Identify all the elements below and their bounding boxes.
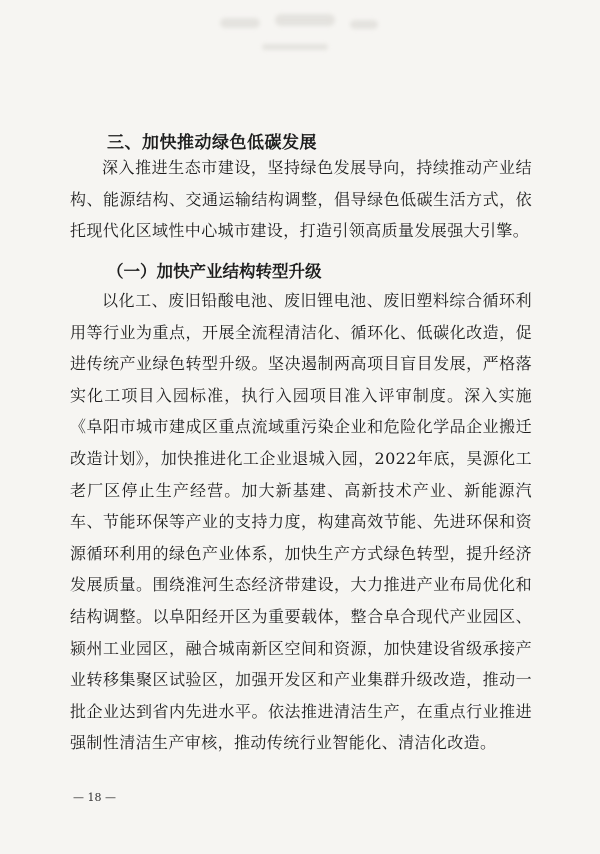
section-heading: 三、加快推动绿色低碳发展 (107, 133, 317, 153)
page-number: — 18 — (73, 791, 116, 804)
intro-paragraph: 深入推进生态市建设，坚持绿色发展导向，持续推动产业结构、能源结构、交通运输结构调整，倡导绿色低碳生活方式，依托现代化区域性中心城市建设，打造引领高质量发展强大引擎。 (70, 158, 532, 241)
body-paragraph: 以化工、废旧铅酸电池、废旧锂电池、废旧塑料综合循环利用等行业为重点，开展全流程清洁化、循环化、低碳化改造，促进传统产业绿色转型升级。坚决遏制两高项目盲目发展，严格落实化工项目入园标准，执行入园项目准入评审制度。深入实施《阜阳市城市建成区重点流域重污染企业和危险化学品企业搬迁改造计划》，加快推进化工企业退城入园，2022年底，昊源化工老厂区停止生产经营。加大新基建、高新技术产业、新能源汽车、节能环保等产业的支持力度，构建高效节能、先进环保和资源循环利用的绿色产业体系，加快生产方式绿色转型，提升经济发展质量。围绕淮河生态经济带建设，大力推进产业布局优化和结构调整。以阜阳经开区为重要载体，整合阜合现代产业园区、颍州工业园区，融合城南新区空间和资源，加快建设省级承接产业转移集聚区试验区，加强开发区和产业集群升级改造，推动一批企业达到省内先进水平。依法推进清洁生产，在重点行业推进强制性清洁生产审核，推动传统行业智能化、清洁化改造。 (70, 291, 532, 753)
bleed-through-header (180, 0, 420, 60)
subheading: （一）加快产业结构转型升级 (107, 262, 322, 281)
